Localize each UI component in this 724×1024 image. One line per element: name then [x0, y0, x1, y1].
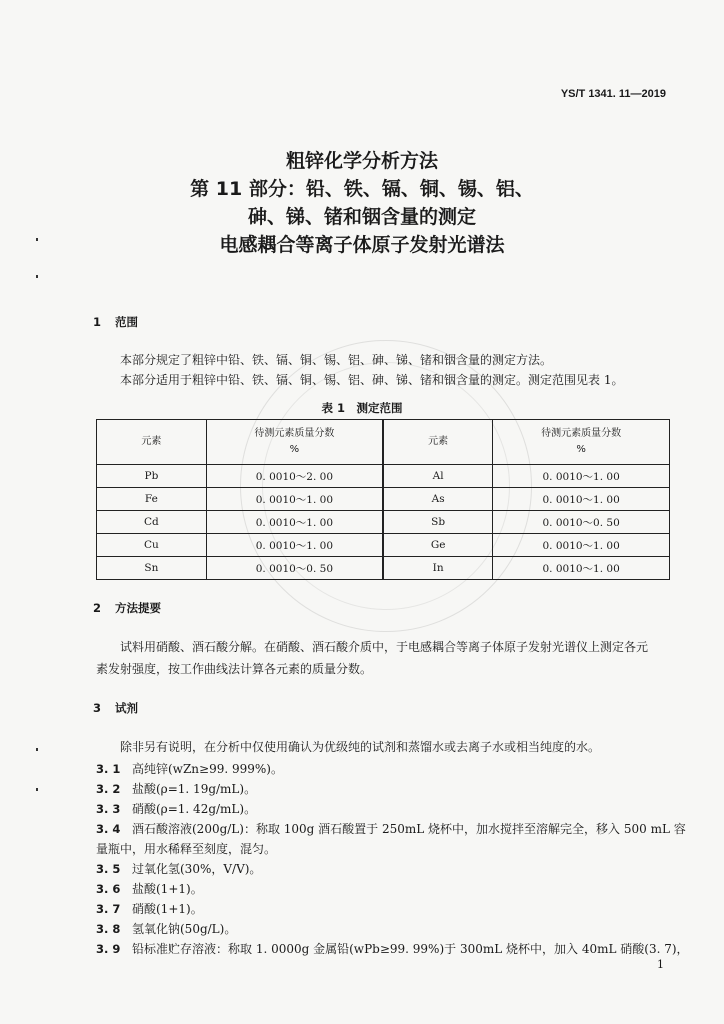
table-caption: 表 1 测定范围: [321, 401, 403, 415]
reagent-item: [96, 919, 236, 939]
header-unit: %: [576, 444, 586, 455]
item-number: 3. 7: [96, 902, 121, 916]
cell-range: 0. 0010～1. 00: [206, 534, 383, 557]
cell-range: 0. 0010～1. 00: [493, 465, 670, 488]
reagent-item: [96, 779, 256, 799]
reagent-item: [96, 759, 283, 779]
cell-element: Sb: [383, 511, 493, 534]
table-row: [97, 557, 670, 580]
item-text: 氢氧化钠(50g/L)。: [132, 922, 237, 936]
section-title: 范围: [115, 315, 138, 329]
item-text: 盐酸(1+1)。: [132, 882, 203, 896]
reagent-item: [96, 859, 261, 879]
item-number: 3. 2: [96, 782, 121, 796]
cell-element: Al: [383, 465, 493, 488]
item-number: 3. 1: [96, 762, 121, 776]
cell-element: As: [383, 488, 493, 511]
range-table: [96, 419, 670, 580]
margin-speck: [36, 275, 38, 278]
reagent-item-continuation: 量瓶中，用水稀释至刻度，混匀。: [96, 842, 277, 856]
cell-element: In: [383, 557, 493, 580]
item-number: 3. 6: [96, 882, 121, 896]
header-mass-fraction: [493, 420, 670, 465]
cell-element: Sn: [97, 557, 207, 580]
item-number: 3. 5: [96, 862, 121, 876]
cell-range: 0. 0010～2. 00: [206, 465, 383, 488]
item-text: 硝酸(1+1)。: [132, 902, 203, 916]
section-2-heading: [93, 600, 161, 616]
item-number: 3. 3: [96, 802, 121, 816]
cell-element: Pb: [97, 465, 207, 488]
margin-speck: [36, 788, 38, 791]
item-text: 酒石酸溶液(200g/L)：称取 100g 酒石酸置于 250mL 烧杯中，加水搅拌至溶解完全，移入 500 mL 容: [132, 822, 686, 836]
title-line-4: 电感耦合等离子体原子发射光谱法: [219, 234, 505, 256]
table-row: [97, 534, 670, 557]
section-number: 3: [93, 701, 102, 715]
header-element: 元素: [97, 420, 207, 465]
cell-range: 0. 0010～1. 00: [206, 511, 383, 534]
reagent-item: [96, 799, 256, 819]
table-row: [97, 511, 670, 534]
item-text: 高纯锌(wZn≥99. 999%)。: [132, 762, 283, 776]
margin-speck: [36, 748, 38, 751]
header-mass-fraction: [206, 420, 383, 465]
cell-element: Cu: [97, 534, 207, 557]
header-element: 元素: [383, 420, 493, 465]
cell-element: Fe: [97, 488, 207, 511]
header-mass-fraction-label: 待测元素质量分数: [541, 428, 622, 439]
section-number: 1: [93, 315, 102, 329]
section-3-heading: [93, 700, 138, 716]
header-mass-fraction-label: 待测元素质量分数: [254, 428, 335, 439]
reagent-item: [96, 819, 686, 839]
item-number: 3. 8: [96, 922, 121, 936]
standard-code: YS/T 1341. 11—2019: [560, 88, 666, 100]
item-text: 硝酸(ρ=1. 42g/mL)。: [132, 802, 257, 816]
item-number: 3. 9: [96, 942, 121, 956]
reagent-item: [96, 899, 203, 919]
section-1-para-2: 本部分适用于粗锌中铅、铁、镉、铜、锡、铝、砷、锑、锗和铟含量的测定。测定范围见表 1。: [120, 373, 624, 387]
section-title: 方法提要: [115, 601, 161, 615]
section-1-heading: [93, 314, 138, 330]
reagent-item: [96, 939, 689, 959]
section-1-para-1: 本部分规定了粗锌中铅、铁、镉、铜、锡、铝、砷、锑、锗和铟含量的测定方法。: [120, 353, 553, 367]
section-2-para-1: 试料用硝酸、酒石酸分解。在硝酸、酒石酸介质中，于电感耦合等离子体原子发射光谱仪上测定各元: [120, 640, 649, 654]
table-row: [97, 465, 670, 488]
reagent-item: [96, 879, 203, 899]
item-text: 铅标准贮存溶液：称取 1. 0000g 金属铅(wPb≥99. 99%)于 300mL 烧杯中，加入 40mL 硝酸(3. 7)，: [132, 942, 689, 956]
title-line-1: 粗锌化学分析方法: [285, 150, 438, 172]
cell-range: 0. 0010～0. 50: [493, 511, 670, 534]
section-number: 2: [93, 601, 102, 615]
item-text: 盐酸(ρ=1. 19g/mL)。: [132, 782, 257, 796]
section-3-intro: 除非另有说明，在分析中仅使用确认为优级纯的试剂和蒸馏水或去离子水或相当纯度的水。: [120, 740, 601, 754]
section-title: 试剂: [115, 701, 138, 715]
cell-element: Cd: [97, 511, 207, 534]
header-unit: %: [289, 444, 300, 455]
section-2-para-2: 素发射强度，按工作曲线法计算各元素的质量分数。: [96, 662, 373, 676]
title-line-2: 第 11 部分：铅、铁、镉、铜、锡、铝、: [190, 178, 534, 200]
item-number: 3. 4: [96, 822, 121, 836]
cell-range: 0. 0010～1. 00: [493, 557, 670, 580]
table-row: [97, 488, 670, 511]
cell-range: 0. 0010～1. 00: [206, 488, 383, 511]
cell-range: 0. 0010～1. 00: [493, 488, 670, 511]
cell-range: 0. 0010～0. 50: [206, 557, 383, 580]
cell-range: 0. 0010～1. 00: [493, 534, 670, 557]
title-line-3: 砷、锑、锗和铟含量的测定: [247, 206, 476, 228]
table-header-row: [97, 420, 670, 465]
page-number: 1: [657, 958, 664, 971]
cell-element: Ge: [383, 534, 493, 557]
item-text: 过氧化氢(30%，V/V)。: [132, 862, 262, 876]
